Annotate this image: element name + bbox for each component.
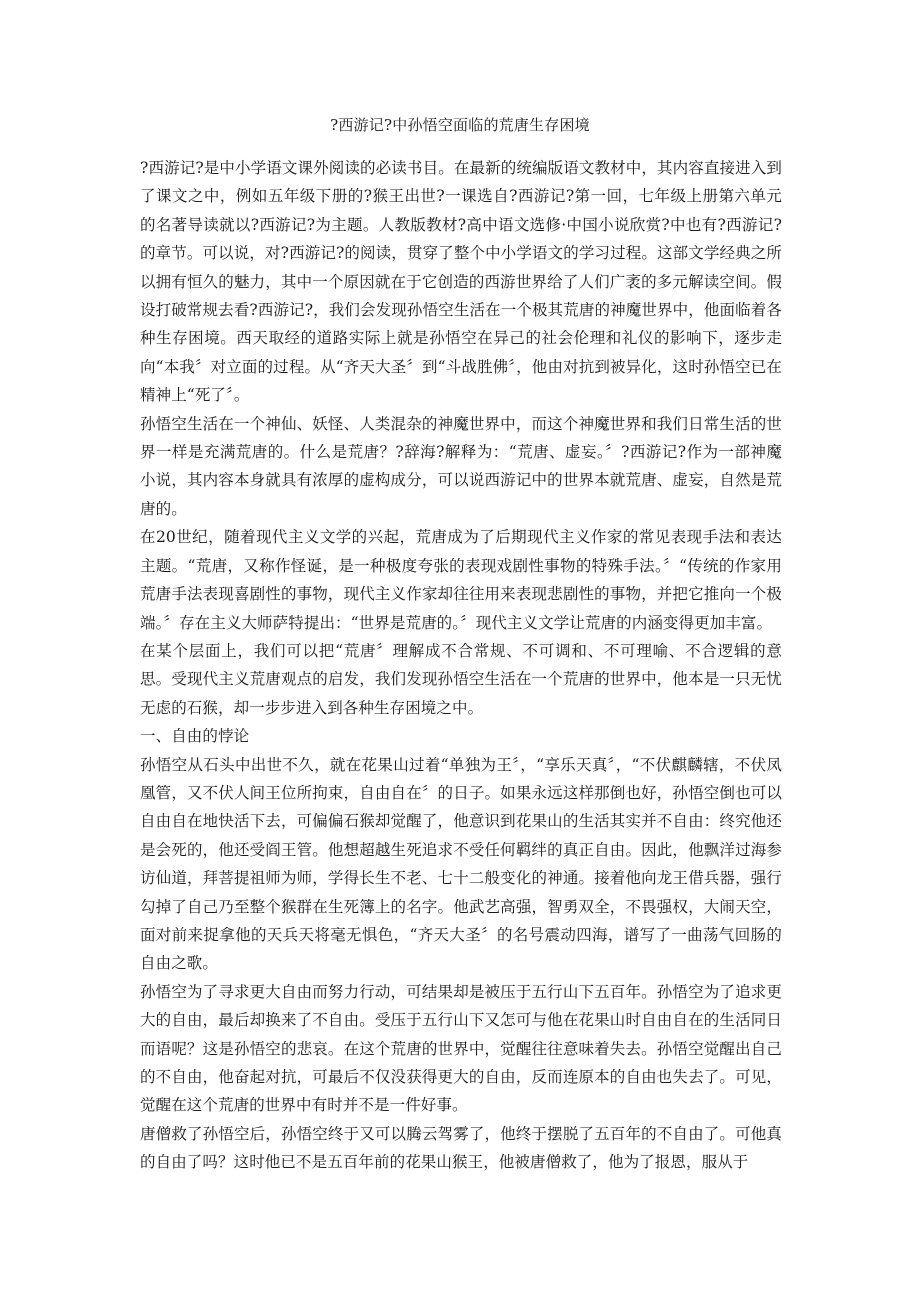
- section-heading-freedom: 一、自由的悖论: [140, 727, 250, 746]
- paragraph-freedom-pursuit: 孙悟空从石头中出世不久，就在花果山过着“单独为王〞，“享乐天真〞，“不伏麒麟辖，不伏凤凰管，又不伏人间王位所拘束，自由自在〞的日子。如果永远这样那倒也好，孙悟空倒也可以自由自在地快活下去，可偏偏石猴却觉醒了，他意识到花果山的生活其实并不自由：终究他还是会死的，他还受阎王管。他想超越生死追求不受任何羁绊的真正自由。因此，他飘洋过海参访仙道，拜菩提祖师为师，学得长生不老、七十二般变化的神通。接着他向龙王借兵器，强行勾掉了自己乃至整个猴群在生死簿上的名字。他武艺高强，智勇双全，不畏强权，大闹天空，面对前来捉拿他的天兵天将毫无惧色，“齐天大圣〞的名号震动四海，谱写了一曲荡气回肠的自由之歌。: [140, 755, 782, 973]
- paragraph-definition: 在某个层面上，我们可以把“荒唐〞理解成不合常规、不可调和、不可理喻、不合逻辑的意思。受现代主义荒唐观点的启发，我们发现孙悟空生活在一个荒唐的世界中，他本是一只无忧无虑的石猴，却一步步进入到各种生存困境之中。: [140, 641, 782, 717]
- paragraph-intro: ?西游记?是中小学语文课外阅读的必读书目。在最新的统编版语文教材中，其内容直接进入到了课文之中，例如五年级下册的?猴王出世?一课选自?西游记?第一回，七年级上册第六单元的名著导读就以?西游记?为主题。人教版教材?高中语文选修·中国小说欣赏?中也有?西游记?的章节。可以说，对?西游记?的阅读，贯穿了整个中小学语文的学习过程。这部文学经典之所以拥有恒久的魅力，其中一个原因就在于它创造的西游世界给了人们广袤的多元解读空间。假设打破常规去看?西游记?，我们会发现孙悟空生活在一个极其荒唐的神魔世界中，他面临着各种生存困境。西天取经的道路实际上就是孙悟空在异己的社会伦理和礼仪的影响下，逐步走向“本我〞对立面的过程。从“齐天大圣〞到“斗战胜佛〞，他由对抗到被异化，这时孙悟空已在精神上“死了〞。: [140, 159, 782, 405]
- paragraph-absurd-world: 孙悟空生活在一个神仙、妖怪、人类混杂的神魔世界中，而这个神魔世界和我们日常生活的世界一样是充满荒唐的。什么是荒唐？?辞海?解释为：“荒唐、虚妄。〞?西游记?作为一部神魔小说，其内容本身就具有浓厚的虚构成分，可以说西游记中的世界本就荒唐、虚妄，自然是荒唐的。: [140, 414, 782, 518]
- paragraph-freedom-loss: 孙悟空为了寻求更大自由而努力行动，可结果却是被压于五行山下五百年。孙悟空为了追求更大的自由，最后却换来了不自由。受压于五行山下又怎可与他在花果山时自由自在的生活同日而语呢？这是孙悟空的悲哀。在这个荒唐的世界中，觉醒往往意味着失去。孙悟空觉醒出自己的不自由，他奋起对抗，可最后不仅没获得更大的自由，反而连原本的自由也失去了。可见，觉醒在这个荒唐的世界中有时并不是一件好事。: [140, 982, 782, 1115]
- paragraph-modernism: 在20世纪，随着现代主义文学的兴起，荒唐成为了后期现代主义作家的常见表现手法和表达主题。“荒唐，又称作怪诞，是一种极度夸张的表现戏剧性事物的特殊手法。〞“传统的作家用荒唐手法表现喜剧性的事物，现代主义作家却往往用来表现悲剧性的事物，并把它推向一个极端。〞存在主义大师萨特提出：“世界是荒唐的。〞现代主义文学让荒唐的内涵变得更加丰富。: [140, 528, 782, 632]
- paragraph-rescue: 唐僧救了孙悟空后，孙悟空终于又可以腾云驾雾了，他终于摆脱了五百年的不自由了。可他真的自由了吗？这时他已不是五百年前的花果山猴王，他被唐僧救了，他为了报恩，服从于: [140, 1124, 782, 1172]
- document-title: ?西游记?中孙悟空面临的荒唐生存困境: [330, 116, 590, 134]
- document-body: [140, 154, 782, 1177]
